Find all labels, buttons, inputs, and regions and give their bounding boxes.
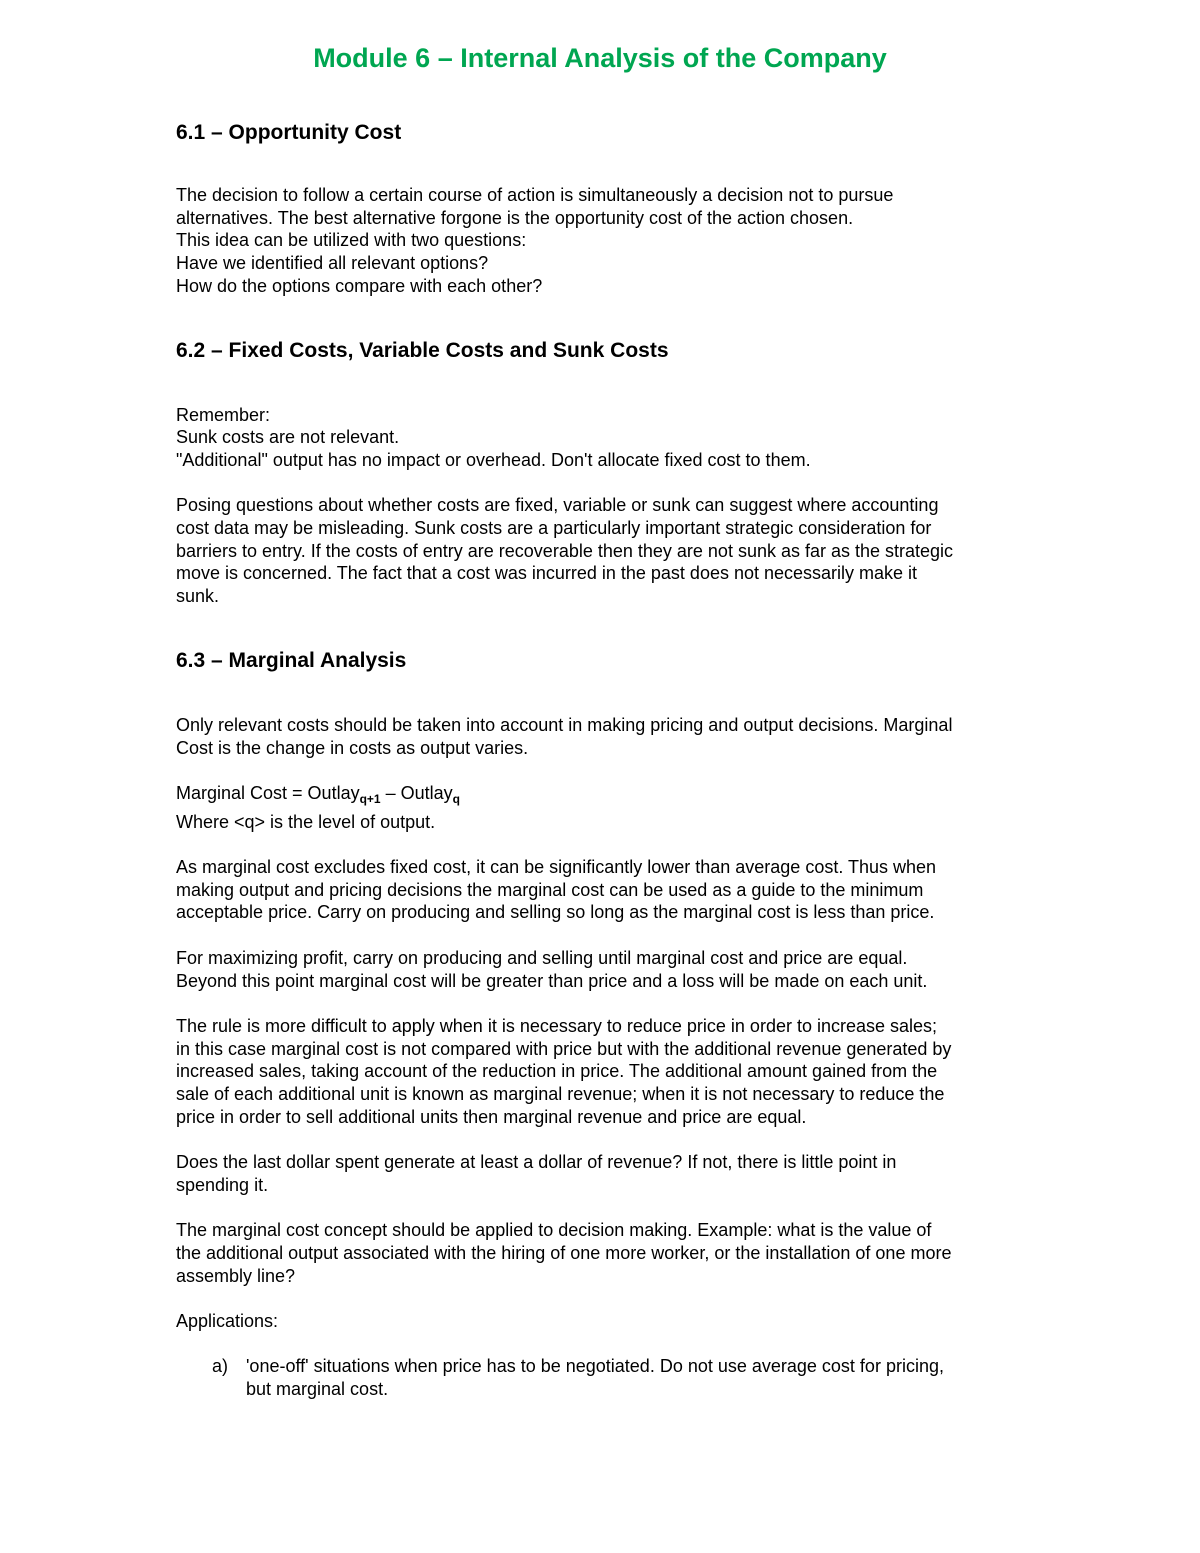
section-heading-opportunity-cost: 6.1 – Opportunity Cost [176,121,402,144]
text-line: cost data may be misleading. Sunk costs are a particularly important strategic consideration for [176,518,932,539]
text-line: the additional output associated with the hiring of one more worker, or the installation of one more [176,1242,952,1263]
text-line: sale of each additional unit is known as marginal revenue; when it is not necessary to reduce the [176,1084,945,1105]
formula-subscript-q: q [452,791,460,806]
posing-questions-paragraph [176,494,1036,608]
text-line: Remember: [176,404,271,425]
text-line: increased sales, taking account of the reduction in price. The additional amount gained from the [176,1061,938,1082]
formula-mid: – Outlay [380,782,453,803]
formula-where: Where <q> is the level of output. [176,811,436,832]
text-line: Applications: [176,1311,279,1331]
text-line: alternatives. The best alternative forgone is the opportunity cost of the action chosen. [176,207,854,228]
formula-subscript-q-plus-1: q+1 [359,791,381,806]
text-line: move is concerned. The fact that a cost was incurred in the past does not necessarily make it [176,563,918,584]
rule-paragraph [176,1015,1036,1129]
text-line: assembly line? [176,1265,296,1286]
text-line: The decision to follow a certain course of action is simultaneously a decision not to pursue [176,185,894,205]
document-title: Module 6 – Internal Analysis of the Company [313,43,887,73]
text-line: barriers to entry. If the costs of entry are recoverable then they are not sunk as far as the strategic [176,540,954,561]
text-line: The rule is more difficult to apply when it is necessary to reduce price in order to increase sales; [176,1015,938,1036]
text-line: This idea can be utilized with two questions: [176,230,527,251]
list-marker: a) [212,1356,229,1377]
text-line: but marginal cost. [246,1379,389,1400]
text-line: Have we identified all relevant options? [176,253,489,274]
text-line: As marginal cost excludes fixed cost, it can be significantly lower than average cost. Thus when [176,857,937,878]
maximizing-profit-paragraph [176,947,1036,992]
text-line: sunk. [176,586,220,607]
formula-lhs: Marginal Cost = Outlay [176,782,360,803]
section-heading-marginal-analysis: 6.3 – Marginal Analysis [176,648,407,672]
text-line: acceptable price. Carry on producing and selling so long as the marginal cost is less than price. [176,902,935,923]
marginal-intro-paragraph [176,714,1036,759]
marginal-concept-paragraph [176,1219,1036,1287]
last-dollar-paragraph [176,1151,1036,1196]
list-item [176,1355,1036,1400]
section-heading-fixed-variable-sunk-costs: 6.2 – Fixed Costs, Variable Costs and Sunk Costs [176,338,669,362]
text-line: Does the last dollar spent generate at least a dollar of revenue? If not, there is little point in [176,1152,897,1173]
applications-label [176,1310,1036,1333]
text-line: How do the options compare with each other? [176,275,543,296]
text-line: The marginal cost concept should be applied to decision making. Example: what is the value of [176,1220,932,1241]
text-line: making output and pricing decisions the marginal cost can be used as a guide to the minimum [176,879,924,900]
excludes-fixed-cost-paragraph [176,856,1036,924]
text-line: Beyond this point marginal cost will be greater than price and a loss will be made on each unit. [176,970,928,991]
text-line: Cost is the change in costs as output varies. [176,737,529,758]
text-line: For maximizing profit, carry on producing and selling until marginal cost and price are equal. [176,947,908,968]
text-line: in this case marginal cost is not compared with price but with the additional revenue generated by [176,1038,952,1059]
text-line: Only relevant costs should be taken into account in making pricing and output decisions. Marginal [176,714,953,735]
document-body [176,116,1036,1401]
text-line: 'one-off' situations when price has to be negotiated. Do not use average cost for pricing, [246,1356,944,1377]
text-line: Sunk costs are not relevant. [176,427,400,448]
opportunity-cost-paragraph [176,184,1036,298]
text-line: spending it. [176,1174,269,1195]
text-line: price in order to sell additional units then marginal revenue and price are equal. [176,1106,807,1127]
remember-paragraph [176,404,1036,472]
formula-line [176,782,1036,811]
text-line: Posing questions about whether costs are fixed, variable or sunk can suggest where accounting [176,495,939,516]
marginal-cost-formula [176,782,1036,833]
text-line: "Additional" output has no impact or overhead. Don't allocate fixed cost to them. [176,449,811,470]
